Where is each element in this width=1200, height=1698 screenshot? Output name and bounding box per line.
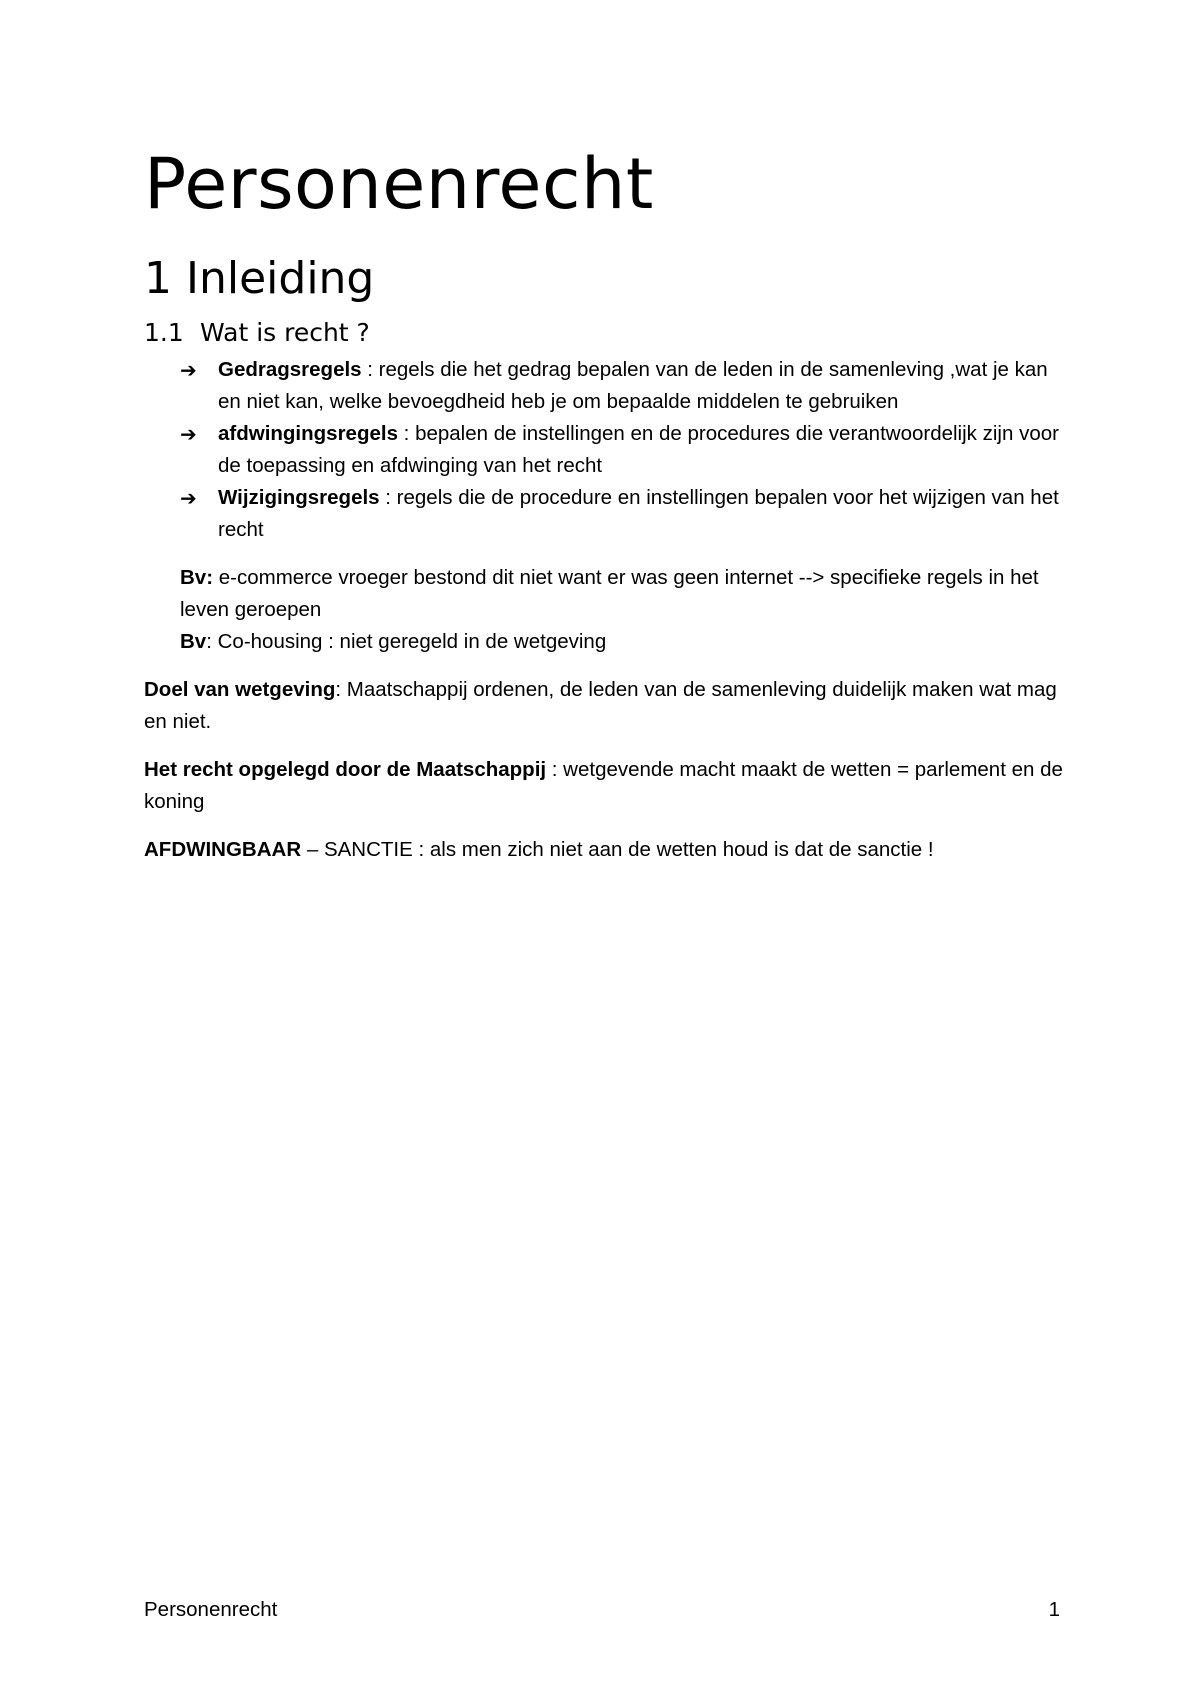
heading-number: 1	[144, 253, 172, 304]
paragraph-afdwingbaar	[144, 834, 1064, 866]
list-item-afdwingingsregels	[180, 418, 1060, 482]
list-item-wijzigingsregels	[180, 482, 1060, 546]
heading-number: 1.1	[144, 318, 184, 347]
document-title: Personenrecht	[144, 143, 654, 225]
bullet-text: : bepalen de instellingen en de procedures die verantwoordelijk zijn voor de toepassing en afdwinging van het recht	[218, 422, 1059, 477]
examples-block	[180, 562, 1060, 658]
arrow-right-icon: ➔	[180, 486, 197, 510]
bullet-text: : regels die de procedure en instellingen bepalen voor het wijzigen van het recht	[218, 486, 1059, 541]
example-text: : Co-housing : niet geregeld in de wetgeving	[206, 630, 607, 653]
paragraph-text: – SANCTIE : als men zich niet aan de wetten houd is dat de sanctie !	[301, 838, 934, 861]
paragraph-doel-van-wetgeving	[144, 674, 1064, 738]
example-label: Bv	[180, 630, 207, 653]
example-cohousing	[180, 626, 1060, 658]
arrow-right-icon: ➔	[180, 358, 197, 382]
page-number: 1	[1048, 1598, 1060, 1621]
example-text: e-commerce vroeger bestond dit niet want er was geen internet --> specifieke regels in het leven geroepen	[180, 566, 1039, 621]
footer-title: Personenrecht	[144, 1598, 278, 1621]
bullet-term: Gedragsregels	[218, 358, 362, 381]
paragraph-text: : wetgevende macht maakt de wetten = parlement en de koning	[144, 758, 1063, 813]
paragraph-term: Het recht opgelegd door de Maatschappij	[144, 758, 547, 781]
example-label: Bv:	[180, 566, 214, 589]
paragraph-term: Doel van wetgeving	[144, 678, 336, 701]
arrow-right-icon: ➔	[180, 422, 197, 446]
heading-inleiding	[144, 250, 374, 308]
bullet-term: afdwingingsregels	[218, 422, 398, 445]
heading-text: Inleiding	[186, 253, 375, 304]
rules-list	[180, 354, 1060, 546]
heading-text: Wat is recht ?	[200, 318, 370, 347]
bullet-text: : regels die het gedrag bepalen van de leden in de samenleving ,wat je kan en niet kan, welke bevoegdheid heb je om bepaalde middelen te gebruiken	[218, 358, 1048, 413]
bullet-term: Wijzigingsregels	[218, 486, 380, 509]
page-footer	[144, 1594, 1060, 1626]
paragraph-recht-opgelegd	[144, 754, 1064, 818]
heading-wat-is-recht	[144, 316, 370, 350]
example-ecommerce	[180, 562, 1060, 626]
list-item-gedragsregels	[180, 354, 1060, 418]
paragraph-term: AFDWINGBAAR	[144, 838, 302, 861]
paragraph-text: : Maatschappij ordenen, de leden van de samenleving duidelijk maken wat mag en niet.	[144, 678, 1057, 733]
